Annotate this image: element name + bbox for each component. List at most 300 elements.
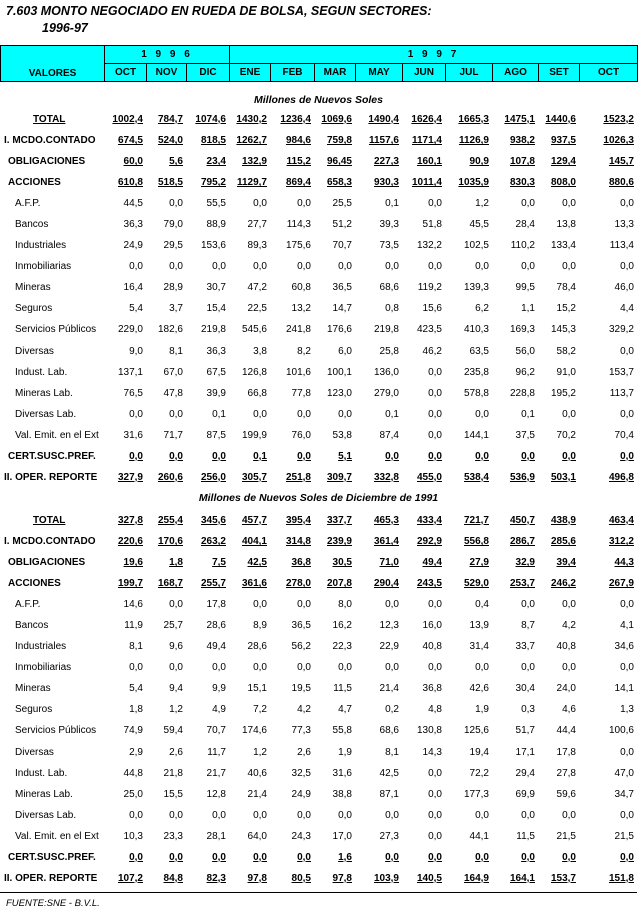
month-header: OCT [105, 64, 147, 82]
value-cell: 76,0 [291, 429, 311, 441]
table-row [0, 298, 637, 319]
value-cell: 251,8 [285, 471, 311, 483]
value-cell: 1,6 [338, 851, 352, 863]
value-cell: 0,0 [521, 261, 535, 273]
value-cell: 153,7 [550, 872, 576, 884]
value-cell: 263,2 [200, 536, 226, 548]
value-cell: 67,5 [206, 366, 226, 378]
row-label: Mineras [15, 282, 51, 294]
value-cell: 1,9 [475, 704, 489, 716]
value-cell: 880,6 [608, 177, 634, 189]
row-label: Val. Emit. en el Ext [15, 830, 99, 842]
value-cell: 36,5 [291, 620, 311, 632]
value-cell: 0,0 [169, 198, 183, 210]
value-cell: 0,0 [297, 408, 311, 420]
value-cell: 0,0 [129, 408, 143, 420]
value-cell: 0,0 [521, 851, 535, 863]
value-cell: 0,0 [475, 408, 489, 420]
value-cell: 45,5 [469, 219, 489, 231]
value-cell: 31,6 [123, 429, 143, 441]
value-cell: 47,0 [614, 767, 634, 779]
value-cell: 126,8 [241, 366, 267, 378]
value-cell: 96,2 [515, 366, 535, 378]
value-cell: 175,6 [285, 240, 311, 252]
table-row [0, 720, 637, 741]
value-cell: 0,0 [475, 662, 489, 674]
value-cell: 1011,4 [411, 177, 442, 189]
value-cell: 114,3 [286, 219, 311, 231]
value-cell: 44,5 [123, 198, 143, 210]
row-label: Industriales [15, 240, 67, 252]
value-cell: 42,5 [379, 767, 399, 779]
value-cell: 529,0 [463, 578, 489, 590]
value-cell: 0,1 [385, 198, 399, 210]
value-cell: 36,8 [422, 683, 442, 695]
value-cell: 153,6 [200, 240, 226, 252]
value-cell: 465,3 [373, 515, 399, 527]
value-cell: 153,7 [608, 366, 634, 378]
section-title-real: Millones de Nuevos Soles de Diciembre de 1991 [198, 492, 439, 504]
value-cell: 79,0 [163, 219, 183, 231]
value-cell: 4,7 [338, 704, 352, 716]
table-row [0, 383, 637, 404]
table-row [0, 235, 637, 256]
value-cell: 0,0 [620, 599, 634, 611]
value-cell: 0,0 [297, 599, 311, 611]
value-cell: 27,8 [556, 767, 576, 779]
value-cell: 87,5 [206, 429, 226, 441]
value-cell: 220,6 [117, 536, 143, 548]
value-cell: 1,8 [169, 557, 183, 569]
value-cell: 145,3 [550, 324, 576, 336]
value-cell: 47,8 [163, 387, 183, 399]
value-cell: 133,4 [550, 240, 576, 252]
value-cell: 1126,9 [458, 135, 489, 147]
row-label: Servicios Públicos [15, 725, 97, 737]
value-cell: 0,0 [253, 599, 267, 611]
value-cell: 115,2 [286, 156, 311, 168]
value-cell: 11,5 [516, 830, 535, 842]
value-cell: 14,6 [123, 599, 143, 611]
value-cell: 0,0 [562, 450, 576, 462]
value-cell: 0,0 [297, 261, 311, 273]
value-cell: 0,0 [428, 809, 442, 821]
value-cell: 15,4 [206, 303, 226, 315]
value-cell: 610,8 [117, 177, 143, 189]
value-cell: 0,0 [253, 261, 267, 273]
value-cell: 9,0 [129, 345, 143, 357]
value-cell: 337,7 [326, 515, 352, 527]
value-cell: 32,9 [515, 557, 535, 569]
value-cell: 8,7 [521, 620, 535, 632]
value-cell: 0,2 [385, 704, 399, 716]
value-cell: 46,0 [614, 282, 634, 294]
value-cell: 21,8 [163, 767, 183, 779]
value-cell: 0,0 [521, 662, 535, 674]
row-label: CERT.SUSC.PREF. [8, 851, 96, 863]
value-cell: 0,0 [428, 450, 442, 462]
value-cell: 818,5 [200, 135, 226, 147]
table-row [0, 109, 637, 130]
value-cell: 22,3 [332, 641, 352, 653]
value-cell: 7,2 [253, 704, 267, 716]
value-cell: 15,1 [247, 683, 267, 695]
value-cell: 2,6 [169, 746, 183, 758]
row-label: Val. Emit. en el Ext [15, 429, 99, 441]
row-label: ACCIONES [8, 578, 61, 590]
value-cell: 345,6 [200, 515, 226, 527]
value-cell: 0,0 [253, 851, 267, 863]
value-cell: 1,8 [129, 704, 143, 716]
value-cell: 869,4 [285, 177, 311, 189]
value-cell: 11,9 [124, 620, 143, 632]
value-cell: 0,0 [620, 809, 634, 821]
value-cell: 164,9 [463, 872, 489, 884]
value-cell: 27,9 [469, 557, 489, 569]
value-cell: 290,4 [373, 578, 399, 590]
value-cell: 1430,2 [236, 114, 267, 126]
row-label: Seguros [15, 704, 53, 716]
value-cell: 0,0 [169, 261, 183, 273]
value-cell: 97,8 [332, 872, 352, 884]
value-cell: 1002,4 [112, 114, 143, 126]
table-row [0, 531, 637, 552]
value-cell: 395,4 [285, 515, 311, 527]
value-cell: 438,9 [550, 515, 576, 527]
table-row [0, 699, 637, 720]
value-cell: 71,0 [379, 557, 399, 569]
value-cell: 151,8 [608, 872, 634, 884]
value-cell: 9,9 [212, 683, 226, 695]
value-cell: 103,9 [373, 872, 399, 884]
value-cell: 72,2 [469, 767, 489, 779]
value-cell: 55,8 [332, 725, 352, 737]
value-cell: 90,9 [469, 156, 489, 168]
row-label: Bancos [15, 620, 49, 632]
value-cell: 5,1 [338, 450, 352, 462]
value-cell: 107,2 [117, 872, 143, 884]
month-header: DIC [187, 64, 230, 82]
value-cell: 76,5 [123, 387, 143, 399]
value-cell: 674,5 [117, 135, 143, 147]
row-label: TOTAL [33, 515, 66, 527]
table-row [0, 256, 637, 277]
row-label: ACCIONES [8, 177, 61, 189]
value-cell: 0,0 [521, 599, 535, 611]
value-cell: 457,7 [241, 515, 267, 527]
value-cell: 24,9 [123, 240, 143, 252]
value-cell: 0,0 [129, 851, 143, 863]
value-cell: 21,4 [379, 683, 399, 695]
value-cell: 24,0 [556, 683, 576, 695]
value-cell: 3,8 [253, 345, 267, 357]
value-cell: 0,0 [297, 198, 311, 210]
value-cell: 327,8 [117, 515, 143, 527]
value-cell: 12,8 [206, 788, 226, 800]
value-cell: 1665,3 [458, 114, 489, 126]
value-cell: 267,9 [608, 578, 634, 590]
value-cell: 0,0 [562, 261, 576, 273]
value-cell: 0,0 [428, 198, 442, 210]
value-cell: 136,0 [373, 366, 399, 378]
value-cell: 17,8 [556, 746, 576, 758]
value-cell: 14,1 [614, 683, 634, 695]
title-line-1: 7.603 MONTO NEGOCIADO EN RUEDA DE BOLSA, SEGUN SECTORES: [6, 4, 432, 18]
value-cell: 0,0 [212, 851, 226, 863]
value-cell: 938,2 [509, 135, 535, 147]
value-cell: 71,7 [163, 429, 183, 441]
value-cell: 77,8 [291, 387, 311, 399]
table-row [0, 847, 637, 868]
value-cell: 305,7 [241, 471, 267, 483]
value-cell: 89,3 [247, 240, 267, 252]
value-cell: 30,4 [515, 683, 535, 695]
value-cell: 759,8 [326, 135, 352, 147]
value-cell: 0,0 [338, 662, 352, 674]
value-cell: 44,1 [469, 830, 489, 842]
value-cell: 0,0 [169, 809, 183, 821]
value-cell: 227,3 [373, 156, 399, 168]
row-label: A.F.P. [15, 599, 41, 611]
value-cell: 524,0 [157, 135, 183, 147]
value-cell: 246,2 [550, 578, 576, 590]
table-row [0, 615, 637, 636]
footer-divider [0, 892, 637, 893]
value-cell: 219,8 [373, 324, 399, 336]
value-cell: 13,9 [469, 620, 489, 632]
value-cell: 285,6 [550, 536, 576, 548]
table-row [0, 151, 637, 172]
value-cell: 0,0 [562, 198, 576, 210]
value-cell: 1157,6 [368, 135, 399, 147]
value-cell: 4,8 [428, 704, 442, 716]
row-label: TOTAL [33, 114, 66, 126]
row-label: Industriales [15, 641, 67, 653]
month-header: OCT [580, 64, 638, 82]
value-cell: 0,0 [475, 851, 489, 863]
value-cell: 125,6 [463, 725, 489, 737]
value-cell: 0,1 [385, 408, 399, 420]
value-cell: 137,1 [117, 366, 143, 378]
value-cell: 0,0 [562, 662, 576, 674]
value-cell: 25,8 [379, 345, 399, 357]
value-cell: 5,4 [129, 683, 143, 695]
value-cell: 1,9 [338, 746, 352, 758]
value-cell: 87,4 [379, 429, 399, 441]
value-cell: 830,3 [509, 177, 535, 189]
value-cell: 44,3 [614, 557, 634, 569]
month-header: AGO [493, 64, 539, 82]
row-label: CERT.SUSC.PREF. [8, 450, 96, 462]
value-cell: 4,4 [620, 303, 634, 315]
row-label: Inmobiliarias [15, 261, 72, 273]
value-cell: 0,0 [428, 387, 442, 399]
value-cell: 60,0 [123, 156, 143, 168]
value-cell: 56,0 [515, 345, 535, 357]
value-cell: 15,2 [556, 303, 576, 315]
value-cell: 219,8 [200, 324, 226, 336]
value-cell: 17,0 [332, 830, 352, 842]
value-cell: 174,6 [241, 725, 267, 737]
header-table [0, 45, 638, 82]
value-cell: 36,8 [291, 557, 311, 569]
value-cell: 1171,4 [411, 135, 442, 147]
value-cell: 0,0 [129, 261, 143, 273]
value-cell: 22,5 [247, 303, 267, 315]
value-cell: 8,0 [338, 599, 352, 611]
value-cell: 0,0 [428, 788, 442, 800]
value-cell: 6,0 [338, 345, 352, 357]
value-cell: 195,2 [550, 387, 576, 399]
value-cell: 0,3 [521, 704, 535, 716]
value-cell: 164,1 [509, 872, 535, 884]
value-cell: 0,0 [385, 450, 399, 462]
value-cell: 0,0 [385, 662, 399, 674]
value-cell: 1626,4 [411, 114, 442, 126]
value-cell: 0,0 [253, 408, 267, 420]
value-cell: 0,1 [521, 408, 535, 420]
value-cell: 32,5 [291, 767, 311, 779]
value-cell: 808,0 [550, 177, 576, 189]
value-cell: 0,0 [620, 345, 634, 357]
value-cell: 1026,3 [603, 135, 634, 147]
table-row [0, 214, 637, 235]
value-cell: 0,4 [475, 599, 489, 611]
value-cell: 984,6 [285, 135, 311, 147]
value-cell: 199,7 [117, 578, 143, 590]
value-cell: 332,8 [373, 471, 399, 483]
value-cell: 578,8 [463, 387, 489, 399]
value-cell: 0,0 [169, 450, 183, 462]
value-cell: 97,8 [247, 872, 267, 884]
value-cell: 658,3 [326, 177, 352, 189]
value-cell: 19,4 [469, 746, 489, 758]
value-cell: 51,2 [332, 219, 352, 231]
section-title-nominal: Millones de Nuevos Soles [254, 94, 383, 106]
value-cell: 68,6 [379, 725, 399, 737]
row-label: II. OPER. REPORTE [4, 471, 98, 483]
value-cell: 110,2 [510, 240, 535, 252]
value-cell: 0,0 [212, 450, 226, 462]
value-cell: 0,0 [620, 851, 634, 863]
value-cell: 0,0 [212, 809, 226, 821]
value-cell: 243,5 [416, 578, 442, 590]
value-cell: 59,6 [556, 788, 576, 800]
value-cell: 455,0 [416, 471, 442, 483]
value-cell: 40,8 [556, 641, 576, 653]
value-cell: 0,0 [338, 408, 352, 420]
value-cell: 0,0 [338, 809, 352, 821]
value-cell: 7,5 [212, 557, 226, 569]
value-cell: 100,1 [326, 366, 352, 378]
value-cell: 0,0 [385, 599, 399, 611]
value-cell: 327,9 [117, 471, 143, 483]
table-row [0, 805, 637, 826]
value-cell: 82,3 [206, 872, 226, 884]
value-cell: 42,5 [247, 557, 267, 569]
value-cell: 0,0 [562, 599, 576, 611]
value-cell: 144,1 [463, 429, 489, 441]
month-header: MAR [315, 64, 356, 82]
value-cell: 25,0 [123, 788, 143, 800]
table-row [0, 446, 637, 467]
value-cell: 0,0 [338, 261, 352, 273]
value-cell: 423,5 [416, 324, 442, 336]
value-cell: 556,8 [463, 536, 489, 548]
value-cell: 2,9 [129, 746, 143, 758]
value-cell: 22,9 [379, 641, 399, 653]
value-cell: 0,0 [169, 851, 183, 863]
value-cell: 24,9 [291, 788, 311, 800]
value-cell: 361,4 [373, 536, 399, 548]
value-cell: 13,2 [291, 303, 311, 315]
value-cell: 496,8 [608, 471, 634, 483]
value-cell: 36,3 [123, 219, 143, 231]
value-cell: 53,8 [332, 429, 352, 441]
value-cell: 31,4 [469, 641, 489, 653]
value-cell: 129,4 [550, 156, 576, 168]
value-cell: 433,4 [416, 515, 442, 527]
value-cell: 292,9 [416, 536, 442, 548]
value-cell: 8,2 [297, 345, 311, 357]
table-row [0, 341, 637, 362]
value-cell: 463,4 [608, 515, 634, 527]
value-cell: 168,7 [157, 578, 183, 590]
value-cell: 1523,2 [603, 114, 634, 126]
row-label: Diversas Lab. [15, 809, 77, 821]
value-cell: 21,7 [206, 767, 226, 779]
value-cell: 450,7 [509, 515, 535, 527]
value-cell: 102,5 [463, 240, 489, 252]
value-cell: 70,4 [614, 429, 634, 441]
value-cell: 256,0 [200, 471, 226, 483]
table-row [0, 636, 637, 657]
value-cell: 0,0 [428, 366, 442, 378]
value-cell: 0,0 [428, 599, 442, 611]
row-label: Bancos [15, 219, 49, 231]
table-row [0, 594, 637, 615]
row-label: I. MCDO.CONTADO [4, 135, 96, 147]
value-cell: 0,0 [620, 662, 634, 674]
value-cell: 42,6 [469, 683, 489, 695]
value-cell: 11,5 [333, 683, 352, 695]
value-cell: 0,0 [475, 261, 489, 273]
value-cell: 13,8 [556, 219, 576, 231]
value-cell: 0,0 [620, 450, 634, 462]
value-cell: 17,1 [515, 746, 535, 758]
value-cell: 536,9 [509, 471, 535, 483]
month-header: NOV [147, 64, 187, 82]
table-title [6, 3, 636, 37]
value-cell: 1236,4 [280, 114, 311, 126]
value-cell: 25,5 [332, 198, 352, 210]
value-cell: 207,8 [326, 578, 352, 590]
value-cell: 279,0 [373, 387, 399, 399]
value-cell: 23,3 [163, 830, 183, 842]
table-row [0, 657, 637, 678]
value-cell: 4,2 [297, 704, 311, 716]
value-cell: 70,2 [556, 429, 576, 441]
value-cell: 177,3 [463, 788, 489, 800]
value-cell: 2,6 [297, 746, 311, 758]
value-cell: 96,45 [326, 156, 352, 168]
row-label: Indust. Lab. [15, 767, 68, 779]
value-cell: 0,0 [475, 450, 489, 462]
value-cell: 182,6 [157, 324, 183, 336]
value-cell: 44,4 [556, 725, 576, 737]
value-cell: 5,6 [169, 156, 183, 168]
value-cell: 39,9 [206, 387, 226, 399]
